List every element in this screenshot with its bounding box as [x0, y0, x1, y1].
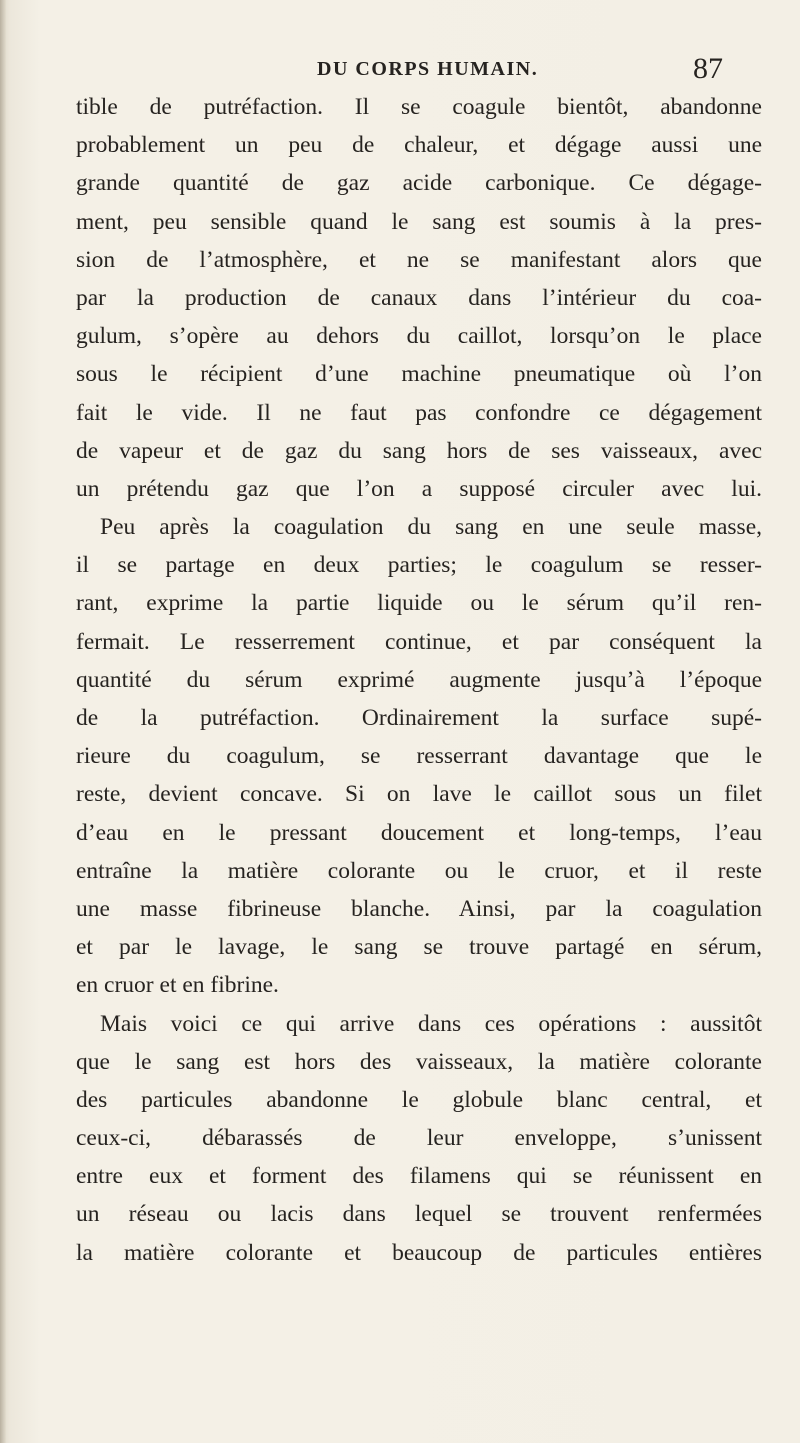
page-number: 87 [693, 52, 723, 85]
text-line: des particules abandonne le globule blanc central, et [76, 1086, 762, 1113]
text-line: reste, devient concave. Si on lave le caillot sous un filet [76, 781, 762, 808]
text-line: ceux-ci, débarassés de leur enveloppe, s’unissent [76, 1125, 762, 1152]
text-line: il se partage en deux parties; le coagulum se resser- [76, 552, 762, 579]
text-line: d’eau en le pressant doucement et long-temps, l’eau [76, 819, 762, 846]
text-line: un réseau ou lacis dans lequel se trouvent renfermées [76, 1201, 762, 1228]
text-line: probablement un peu de chaleur, et dégage aussi une [76, 132, 762, 159]
text-line: une masse fibrineuse blanche. Ainsi, par la coagulation [76, 895, 762, 922]
text-line: rieure du coagulum, se resserrant davantage que le [76, 743, 762, 770]
paragraph-last-line: en cruor et en fibrine. [76, 972, 279, 999]
text-line: entraîne la matière colorante ou le cruor, et il reste [76, 857, 762, 884]
text-line: que le sang est hors des vaisseaux, la matière colorante [76, 1048, 762, 1075]
text-line: fait le vide. Il ne faut pas confondre ce dégagement [76, 399, 762, 426]
page-binding-edge [0, 0, 6, 1443]
text-line: rant, exprime la partie liquide ou le sérum qu’il ren- [76, 590, 762, 617]
text-line: ment, peu sensible quand le sang est soumis à la pres- [76, 208, 762, 235]
text-line: de la putréfaction. Ordinairement la surface supé- [76, 705, 762, 731]
text-line: quantité du sérum exprimé augmente jusqu’à l’époque [76, 666, 762, 693]
text-line: fermait. Le resserrement continue, et par conséquent la [76, 628, 762, 655]
text-line: gulum, s’opère au dehors du caillot, lorsqu’on le place [76, 323, 762, 350]
paragraph-first-line: Mais voici ce qui arrive dans ces opérations : aussitôt [100, 1010, 762, 1037]
text-line: tible de putréfaction. Il se coagule bientôt, abandonne [76, 94, 762, 120]
page-header [0, 52, 800, 88]
text-line: grande quantité de gaz acide carbonique. Ce dégage- [76, 170, 762, 197]
text-line: la matière colorante et beaucoup de particules entières [76, 1239, 762, 1266]
text-line: sion de l’atmosphère, et ne se manifestant alors que [76, 246, 762, 273]
body-text [76, 88, 762, 1272]
text-line: sous le récipient d’une machine pneumatique où l’on [76, 361, 762, 388]
text-line: par la production de canaux dans l’intérieur du coa- [76, 284, 762, 311]
running-head: DU CORPS HUMAIN. [317, 58, 539, 80]
paragraph-first-line: Peu après la coagulation du sang en une seule masse, [100, 514, 762, 541]
text-line: un prétendu gaz que l’on a supposé circuler avec lui. [76, 475, 762, 502]
text-line: de vapeur et de gaz du sang hors de ses vaisseaux, avec [76, 437, 762, 464]
text-line: entre eux et forment des filamens qui se réunissent en [76, 1163, 762, 1190]
text-line: et par le lavage, le sang se trouve partagé en sérum, [76, 934, 762, 961]
